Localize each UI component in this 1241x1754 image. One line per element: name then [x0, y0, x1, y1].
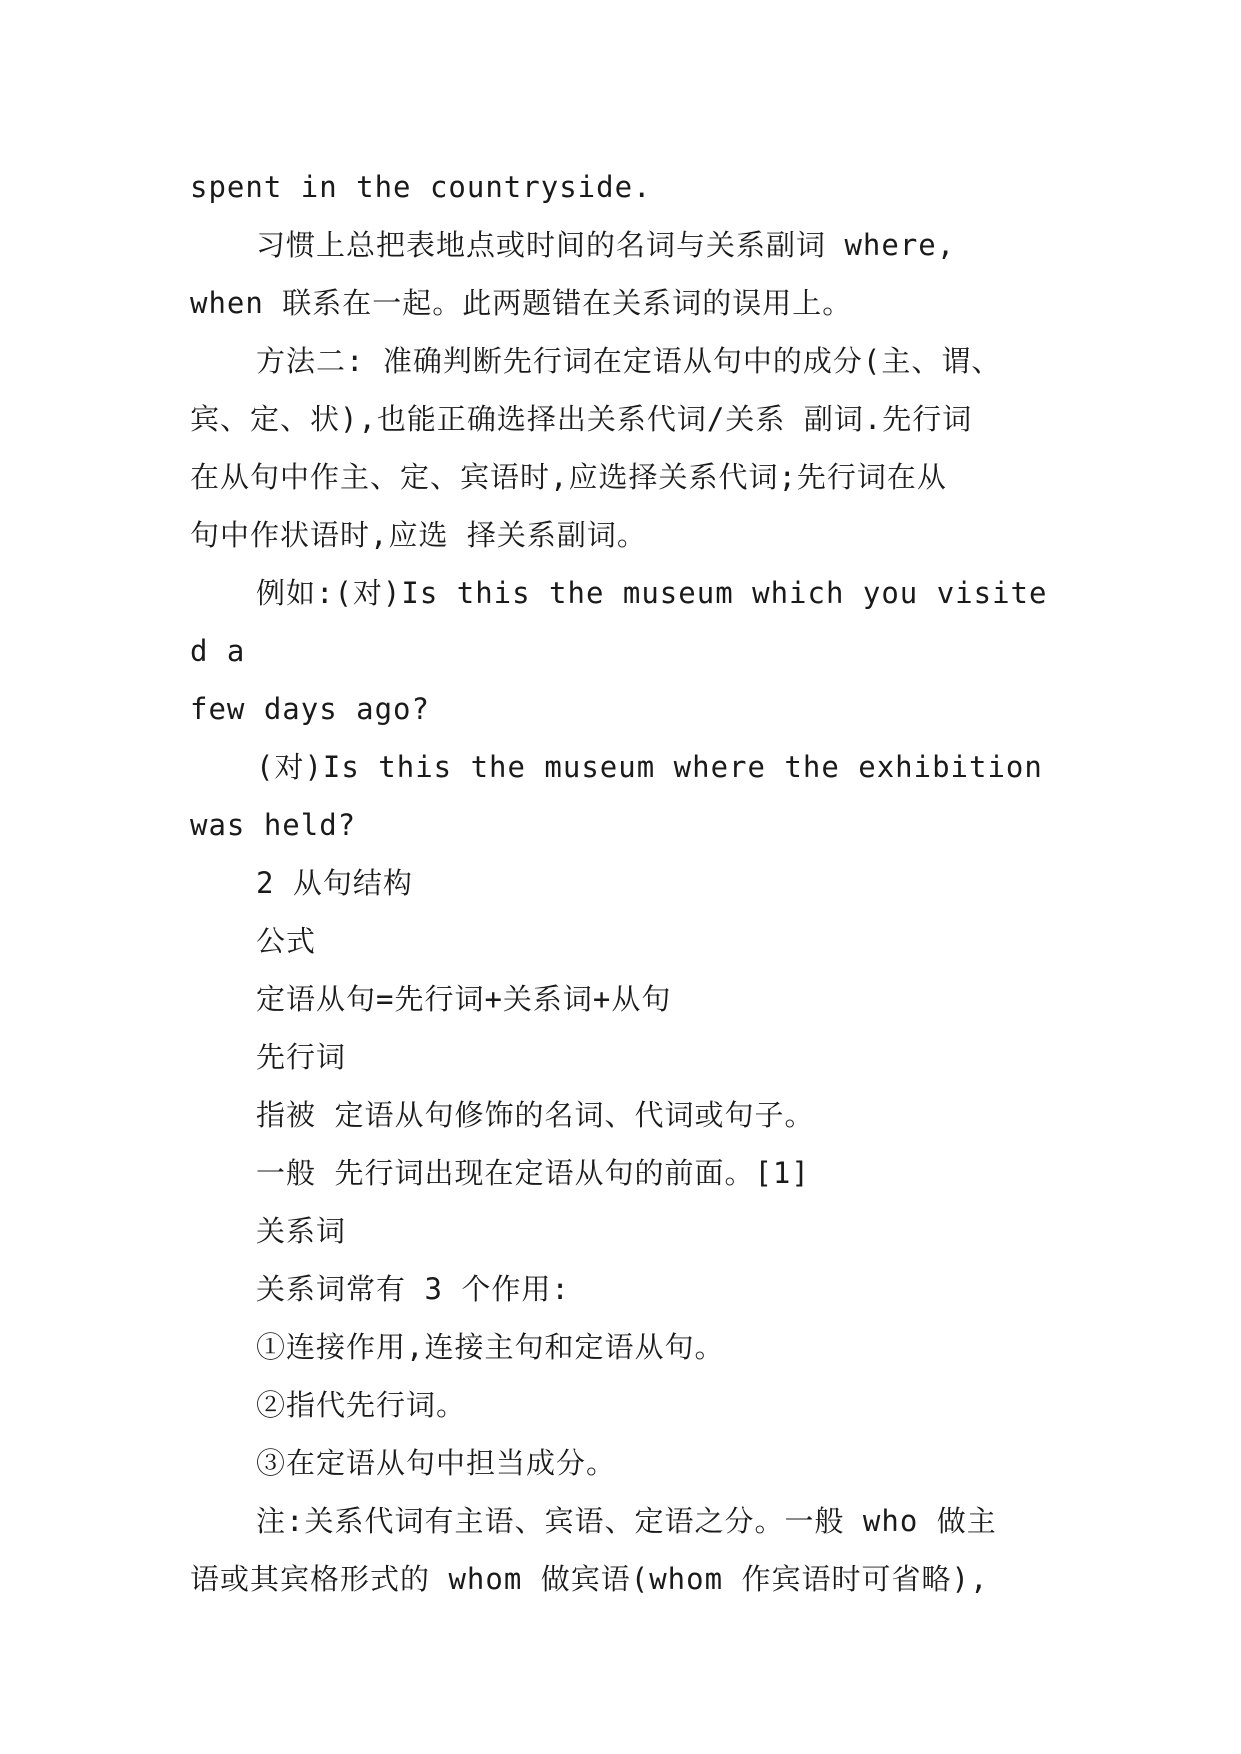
list-item-function-2	[190, 1376, 1052, 1434]
text-line: 一般 先行词出现在定语从句的前面。[1]	[256, 1156, 810, 1190]
paragraph-relative-adverb-note	[190, 216, 1052, 332]
heading-clause-structure	[190, 854, 1052, 912]
text-line: 习惯上总把表地点或时间的名词与关系副词 where,	[256, 228, 956, 262]
heading-antecedent	[190, 1028, 1052, 1086]
paragraph-antecedent-position	[190, 1144, 1052, 1202]
text-line: spent in the countryside.	[190, 170, 652, 204]
text-line: 宾、定、状),也能正确选择出关系代词/关系 副词.先行词	[190, 402, 973, 436]
paragraph-note	[190, 1492, 1052, 1608]
text-line: ③在定语从句中担当成分。	[256, 1446, 617, 1480]
text-line: 先行词	[256, 1040, 347, 1074]
text-line: 公式	[256, 924, 317, 958]
paragraph-relative-word-functions	[190, 1260, 1052, 1318]
text-line: 在从句中作主、定、宾语时,应选择关系代词;先行词在从	[190, 460, 947, 494]
text-line: 关系词常有 3 个作用:	[256, 1272, 570, 1306]
list-item-function-1	[190, 1318, 1052, 1376]
heading-formula	[190, 912, 1052, 970]
paragraph-example-one	[190, 564, 1052, 738]
paragraph-continuation	[190, 158, 1052, 216]
paragraph-example-two	[190, 738, 1052, 854]
text-line: was held?	[190, 808, 357, 842]
paragraph-method-two	[190, 332, 1052, 564]
text-line: 句中作状语时,应选 择关系副词。	[190, 518, 647, 552]
text-line: 例如:(对)Is this the museum which you visited a	[190, 576, 1048, 668]
text-line: ②指代先行词。	[256, 1388, 467, 1422]
heading-relative-word	[190, 1202, 1052, 1260]
text-line: few days ago?	[190, 692, 430, 726]
paragraph-formula	[190, 970, 1052, 1028]
text-line: 2 从句结构	[256, 866, 413, 900]
document-body	[190, 158, 1052, 1608]
text-line: ①连接作用,连接主句和定语从句。	[256, 1330, 725, 1364]
text-line: 方法二: 准确判断先行词在定语从句中的成分(主、谓、	[256, 344, 1002, 378]
text-line: when 联系在一起。此两题错在关系词的误用上。	[190, 286, 853, 320]
paragraph-antecedent-definition	[190, 1086, 1052, 1144]
list-item-function-3	[190, 1434, 1052, 1492]
text-line: 注:关系代词有主语、宾语、定语之分。一般 who 做主	[256, 1504, 997, 1538]
text-line: (对)Is this the museum where the exhibition	[256, 750, 1043, 784]
text-line: 语或其宾格形式的 whom 做宾语(whom 作宾语时可省略),	[190, 1562, 989, 1596]
text-line: 指被 定语从句修饰的名词、代词或句子。	[256, 1098, 815, 1132]
text-line: 关系词	[256, 1214, 347, 1248]
text-line: 定语从句=先行词+关系词+从句	[256, 982, 672, 1016]
